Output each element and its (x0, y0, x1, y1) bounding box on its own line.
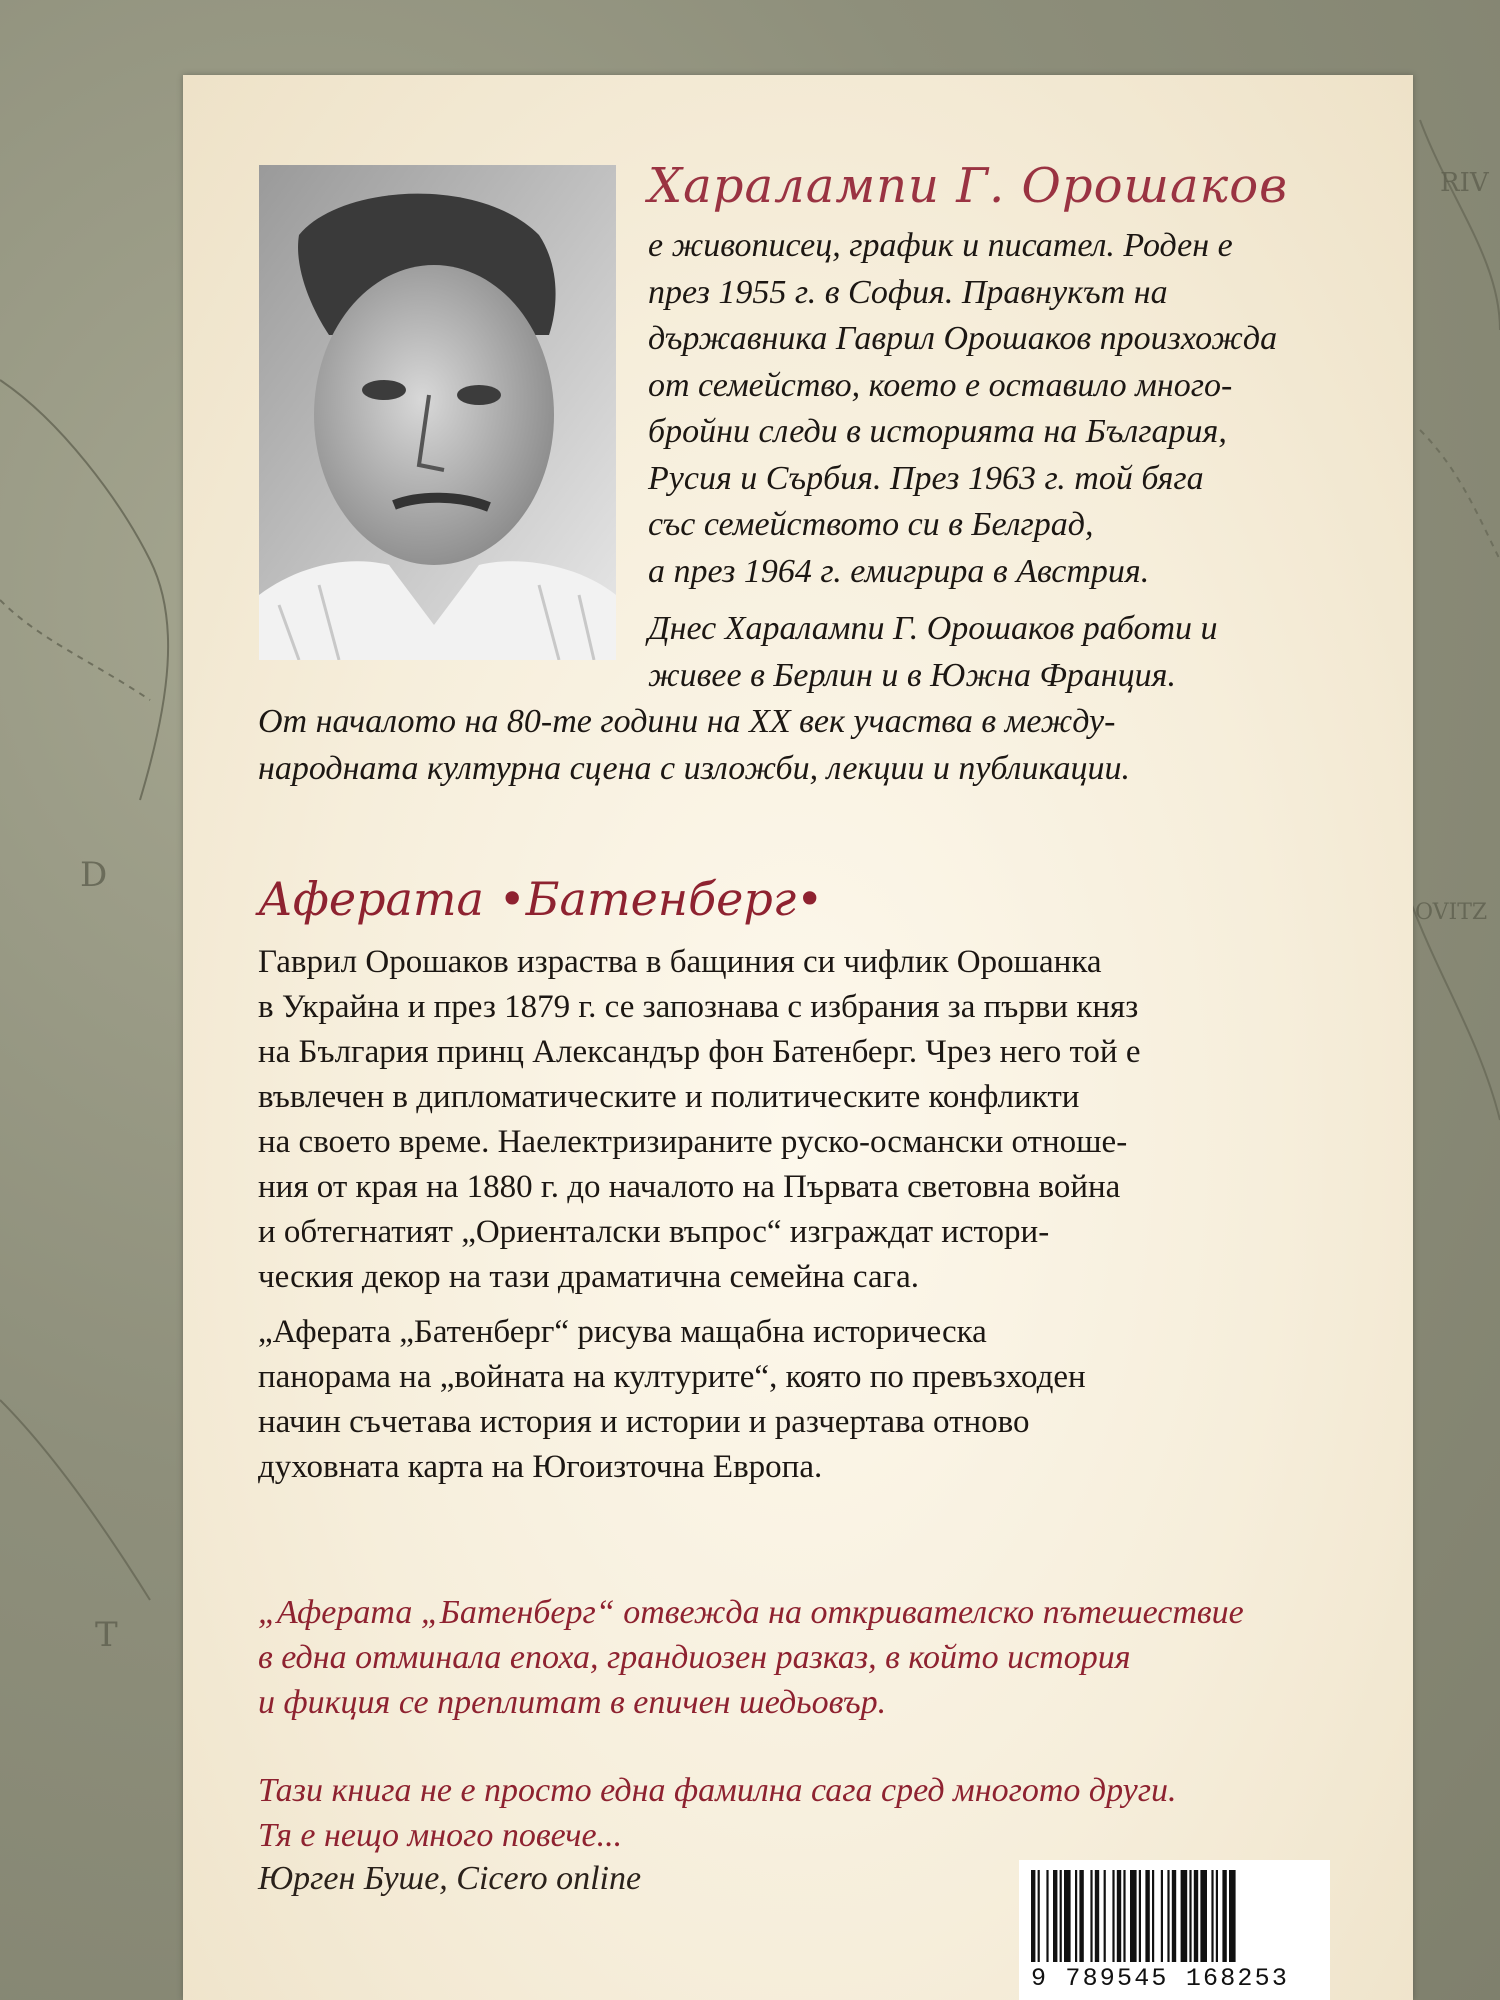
desc-line: ния от края на 1880 г. до началото на Първата световна война (258, 1169, 1121, 1205)
desc-line: ческия декор на тази драматична семейна сага. (258, 1259, 920, 1295)
bio-line: със семейството си в Белград, (648, 506, 1094, 543)
map-label-ovitz: OVITZ (1415, 900, 1488, 925)
quote-line: Тази книга не е просто една фамилна сага сред многото други. (258, 1772, 1177, 1809)
barcode-bar (1139, 1870, 1141, 1962)
bio-line: Днес Харалампи Г. Орошаков работи и (648, 610, 1218, 647)
desc-line: начин съчетава история и истории и разчертава отново (258, 1404, 1030, 1440)
desc-line: Гаврил Орошаков израства в бащиния си чифлик Орошанка (258, 944, 1102, 980)
barcode-bar (1046, 1870, 1048, 1962)
bio-line: От началото на 80-те години на XX век участва в между- (258, 703, 1116, 740)
barcode-bar (1112, 1870, 1114, 1962)
desc-line: „Аферата „Батенберг“ рисува мащабна историческа (258, 1314, 987, 1350)
author-bio-continued (258, 606, 1358, 792)
author-photo (259, 165, 616, 660)
isbn-barcode (1019, 1860, 1330, 2000)
map-label-d: D (80, 855, 108, 895)
barcode-bar (1222, 1870, 1226, 1962)
barcode-bar (1145, 1870, 1149, 1962)
desc-line: на своето време. Наелектризираните руско-османски отноше- (258, 1124, 1128, 1160)
barcode-bar (1200, 1870, 1207, 1962)
barcode-bar (1031, 1870, 1035, 1962)
barcode-bar (1090, 1870, 1092, 1962)
desc-line: духовната карта на Югоизточна Европа. (258, 1449, 823, 1485)
bio-line: през 1955 г. в София. Правнукът на (648, 273, 1168, 311)
bio-line: а през 1964 г. емигрира в Австрия. (648, 552, 1150, 590)
book-description (258, 940, 1378, 1490)
barcode-bar (1189, 1870, 1191, 1962)
barcode-bar (1060, 1870, 1062, 1962)
barcode-bar (1095, 1870, 1099, 1962)
barcode-bar (1053, 1870, 1057, 1962)
barcode-bar (1130, 1870, 1137, 1962)
barcode-bar (1064, 1870, 1071, 1962)
quote-attribution: Юрген Буше, Cicero online (258, 1860, 642, 1897)
bio-line: живее в Берлин и в Южна Франция. (648, 656, 1176, 694)
review-quote-2 (258, 1768, 1378, 1858)
book-title: Аферата •Батенберг• (258, 872, 824, 926)
barcode-bars (1031, 1870, 1321, 1962)
barcode-bar (1075, 1870, 1077, 1962)
bio-line: бройни следи в историята на България, (648, 413, 1227, 450)
quote-line: „Аферата „Батенберг“ отвежда на откривателско пътешествие (258, 1594, 1244, 1631)
quote-line: и фикция се преплитат в епичен шедьовър. (258, 1684, 887, 1721)
desc-line: панорама на „войната на културите“, която по превъзходен (258, 1359, 1086, 1395)
barcode-bar (1181, 1870, 1188, 1962)
author-name: Харалампи Г. Орошаков (648, 158, 1289, 214)
bio-line: е живописец, график и писател. Роден е (648, 227, 1233, 264)
barcode-bar (1104, 1870, 1106, 1962)
barcode-bar (1117, 1870, 1121, 1962)
bio-line: Русия и Сърбия. През 1963 г. той бяга (648, 459, 1204, 497)
barcode-bar (1038, 1870, 1040, 1962)
barcode-bar (1161, 1870, 1163, 1962)
bio-line: държавника Гаврил Орошаков произхожда (648, 320, 1278, 357)
author-bio (648, 223, 1368, 595)
desc-line: на България принц Александър фон Батенберг. Чрез него той е (258, 1034, 1141, 1070)
barcode-bar (1172, 1870, 1176, 1962)
isbn-digits: 9 789545 168253 (1031, 1964, 1290, 1993)
barcode-bar (1194, 1870, 1198, 1962)
desc-line: и обтегнатият „Ориенталски въпрос“ изграждат истори- (258, 1214, 1050, 1250)
desc-line: въвлечен в дипломатическите и политическите конфликти (258, 1079, 1080, 1115)
quote-line: в една отминала епоха, грандиозен разказ, в който история (258, 1639, 1131, 1676)
map-label-riv: RIV (1440, 168, 1489, 198)
bio-line: народната културна сцена с изложби, лекции и публикации. (258, 749, 1131, 787)
quote-line: Тя е нещо много повече... (258, 1817, 623, 1854)
barcode-bar (1123, 1870, 1125, 1962)
desc-line: в Украйна и през 1879 г. се запознава с избрания за първи княз (258, 989, 1139, 1025)
barcode-bar (1229, 1870, 1236, 1962)
barcode-bar (1216, 1870, 1218, 1962)
barcode-bar (1167, 1870, 1169, 1962)
bio-line: от семейство, което е оставило много- (648, 366, 1233, 404)
barcode-bar (1079, 1870, 1083, 1962)
barcode-bar (1152, 1870, 1154, 1962)
map-label-t: T (95, 1615, 118, 1655)
barcode-bar (1211, 1870, 1213, 1962)
review-quote (258, 1590, 1378, 1725)
